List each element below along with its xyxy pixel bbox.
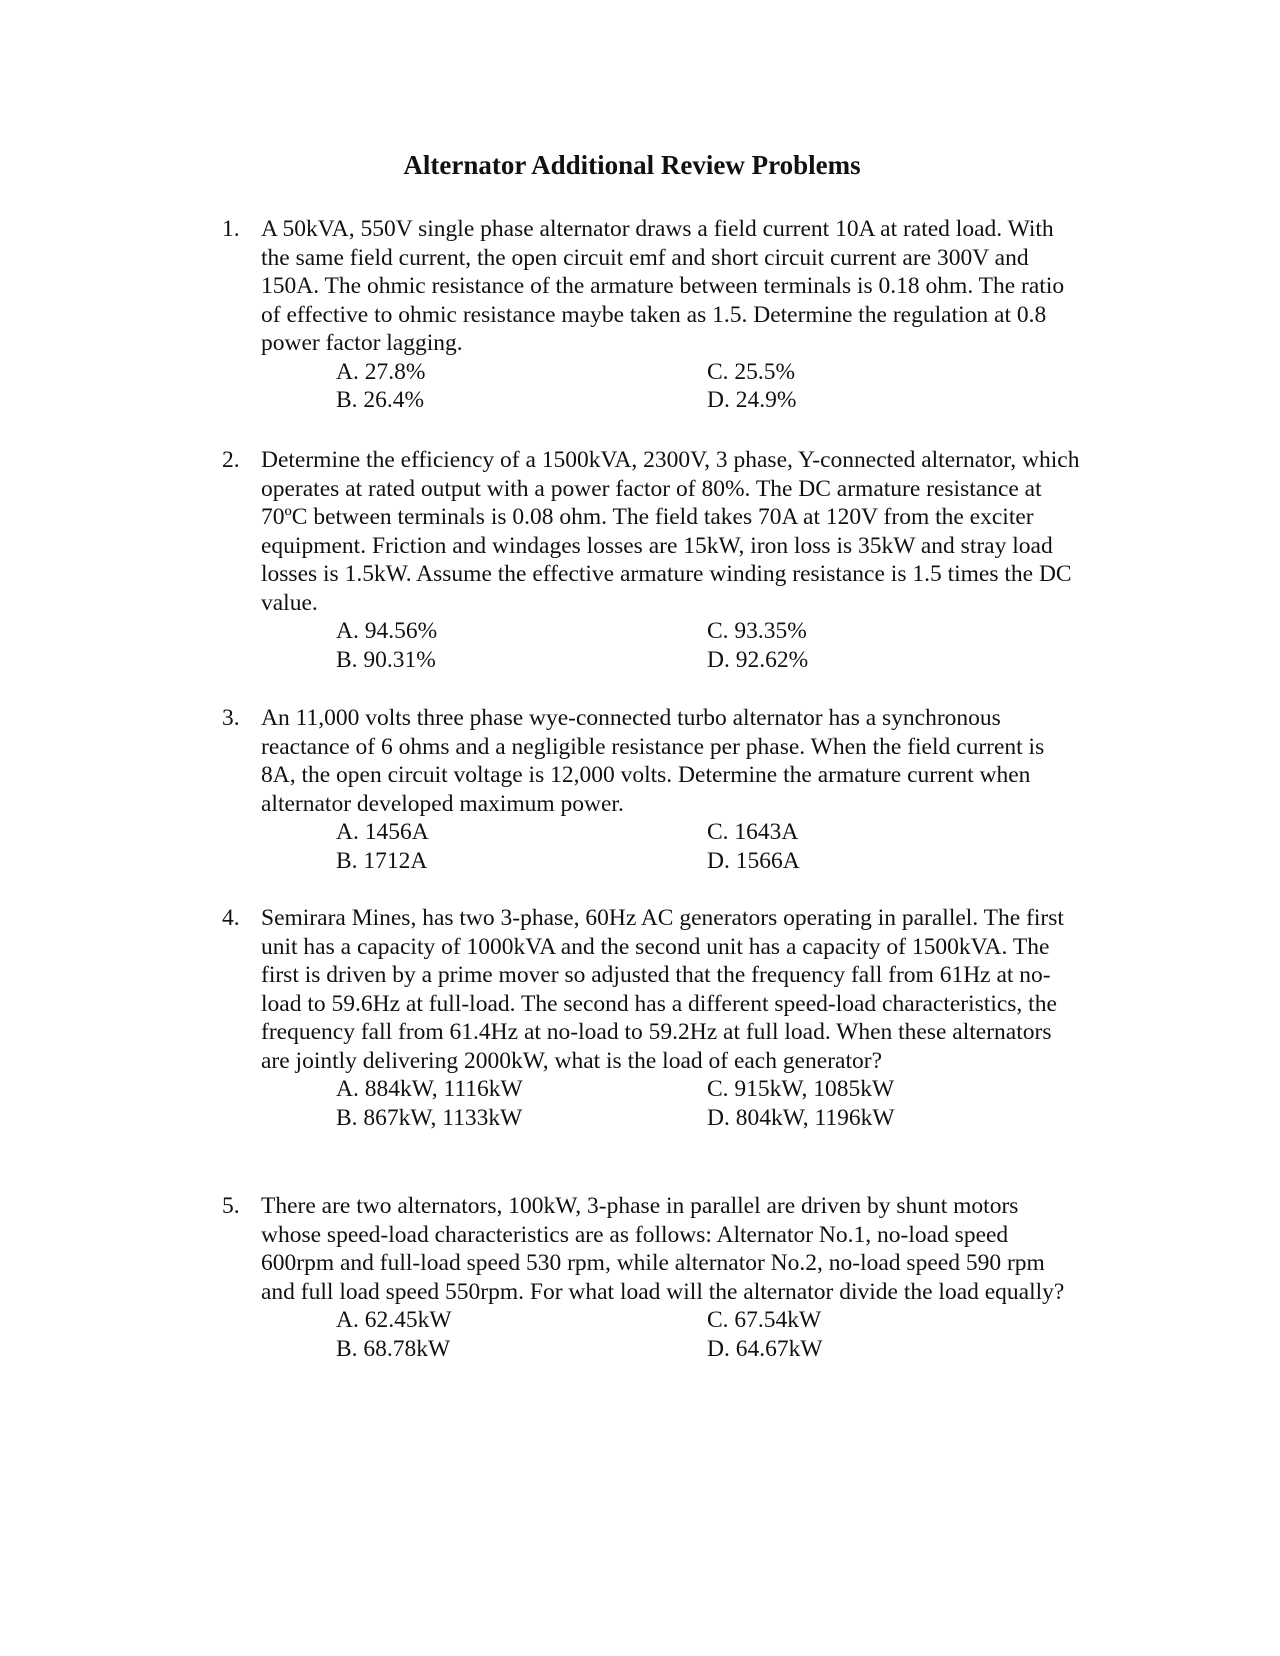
question-text: A 50kVA, 550V single phase alternator draws a field current 10A at rated load. With the same field current, the open circuit emf and short circuit current are 300V and 150A. The ohmic resistance of the armature between terminals is 0.18 ohm. The ratio of effective to ohmic resistance maybe taken as 1.5. Determine the regulation at 0.8 power factor lagging. bbox=[261, 216, 1065, 356]
choice-a: A. 1456A bbox=[336, 819, 429, 845]
choice-a: A. 27.8% bbox=[336, 358, 426, 385]
choice-a: A. 62.45kW bbox=[336, 1307, 452, 1333]
choice-b: B. 68.78kW bbox=[336, 1335, 451, 1362]
choice-c: C. 67.54kW bbox=[707, 1307, 822, 1333]
choice-c: C. 1643A bbox=[707, 819, 799, 845]
answer-choices bbox=[336, 1306, 1082, 1363]
choice-c: C. 915kW, 1085kW bbox=[707, 1076, 895, 1102]
choice-d: D. 804kW, 1196kW bbox=[707, 1104, 895, 1131]
question-number: 2. bbox=[222, 447, 240, 473]
question-number: 4. bbox=[222, 905, 240, 931]
choice-a: A. 94.56% bbox=[336, 618, 438, 644]
answer-choices bbox=[336, 1075, 1082, 1132]
question-5 bbox=[222, 1192, 1082, 1363]
answer-choices bbox=[336, 617, 1082, 674]
question-text: Determine the efficiency of a 1500kVA, 2300V, 3 phase, Y-connected alternator, which operates at rated output with a power factor of 80%. The DC armature resistance at 70ºC between terminals is 0.08 ohm. The field takes 70A at 120V from the exciter equipment. Friction and windages losses are 15kW, iron loss is 35kW and stray load losses is 1.5kW. Assume the effective armature winding resistance is 1.5 times the DC value. bbox=[261, 447, 1080, 616]
choice-a: A. 884kW, 1116kW bbox=[336, 1076, 523, 1102]
choice-d: D. 24.9% bbox=[707, 387, 797, 413]
choice-b: B. 1712A bbox=[336, 847, 428, 874]
question-text: Semirara Mines, has two 3-phase, 60Hz AC generators operating in parallel. The first unit has a capacity of 1000kVA and the second unit has a capacity of 1500kVA. The first is driven by a prime mover so adjusted that the frequency fall from 61Hz at no-load to 59.6Hz at full-load. The second has a different speed-load characteristics, the frequency fall from 61.4Hz at no-load to 59.2Hz at full load. When these alternators are jointly delivering 2000kW, what is the load of each generator? bbox=[261, 905, 1064, 1074]
question-number: 3. bbox=[222, 705, 240, 731]
choice-b: B. 90.31% bbox=[336, 646, 436, 673]
question-number: 5. bbox=[222, 1193, 240, 1219]
question-1 bbox=[222, 215, 1082, 415]
choice-b: B. 867kW, 1133kW bbox=[336, 1104, 523, 1131]
page-title: Alternator Additional Review Problems bbox=[403, 150, 861, 180]
choice-d: D. 64.67kW bbox=[707, 1335, 823, 1362]
question-4 bbox=[222, 904, 1082, 1132]
choice-d: D. 1566A bbox=[707, 847, 800, 874]
answer-choices bbox=[336, 358, 1082, 415]
question-3 bbox=[222, 704, 1082, 875]
choice-c: C. 25.5% bbox=[707, 358, 796, 385]
question-text: There are two alternators, 100kW, 3-phase in parallel are driven by shunt motors whose speed-load characteristics are as follows: Alternator No.1, no-load speed 600rpm and full-load speed 530 rpm, while alternator No.2, no-load speed 590 rpm and full load speed 550rpm. For what load will the alternator divide the load equally? bbox=[261, 1193, 1065, 1305]
choice-b: B. 26.4% bbox=[336, 387, 425, 413]
choice-c: C. 93.35% bbox=[707, 618, 807, 644]
question-2 bbox=[222, 446, 1082, 674]
question-text: An 11,000 volts three phase wye-connected turbo alternator has a synchronous reactance of 6 ohms and a negligible resistance per phase. When the field current is 8A, the open circuit voltage is 12,000 volts. Determine the armature current when alternator developed maximum power. bbox=[261, 705, 1045, 817]
question-number: 1. bbox=[222, 216, 240, 242]
answer-choices bbox=[336, 818, 1082, 875]
choice-d: D. 92.62% bbox=[707, 646, 809, 673]
